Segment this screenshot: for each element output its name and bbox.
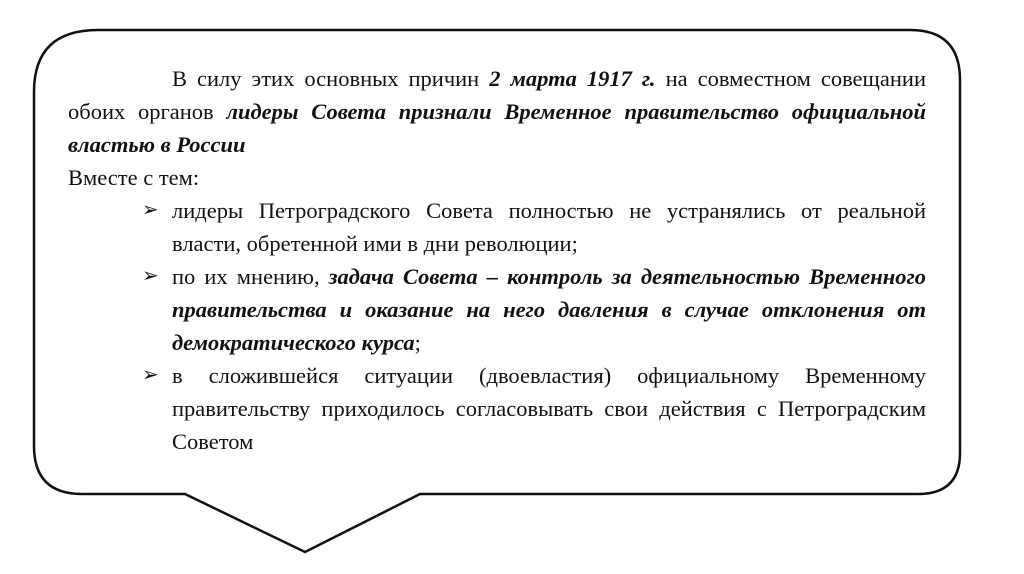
bullet-text: в сложившейся ситуации (двоевластия) официальному Временному правительству приходилось согласовывать свои действия с Петроградским Советом <box>172 363 926 454</box>
arrowhead-bullet-icon: ➢ <box>142 364 159 386</box>
bullet-list <box>68 194 926 458</box>
intro-text-continued: на совместном совещании обоих органов <box>68 66 926 124</box>
bullet-text: по их мнению, <box>172 264 329 289</box>
date-emphasis: 2 марта 1917 г. <box>489 66 656 91</box>
intro-text: В силу этих основных причин <box>172 66 490 91</box>
arrowhead-bullet-icon: ➢ <box>142 199 159 221</box>
callout-text <box>68 62 926 458</box>
bullet-text: лидеры Петроградского Совета полностью не устранялись от реальной власти, обретенной ими в дни революции; <box>172 198 926 256</box>
bullet-item <box>142 260 926 359</box>
bullet-item <box>142 194 926 260</box>
arrowhead-bullet-icon: ➢ <box>142 265 159 287</box>
bullet-item <box>142 359 926 458</box>
intro-paragraph <box>68 62 926 161</box>
bullet-text-end: ; <box>414 330 421 355</box>
lead-line: Вместе с тем: <box>68 165 200 190</box>
bullet-emphasis: задача Совета – контроль за деятельностью Временного правительства и оказание на него давления в случае отклонения от демократического курса <box>172 264 926 355</box>
recognition-emphasis: лидеры Совета признали Временное правительство официальной властью в России <box>68 99 927 157</box>
